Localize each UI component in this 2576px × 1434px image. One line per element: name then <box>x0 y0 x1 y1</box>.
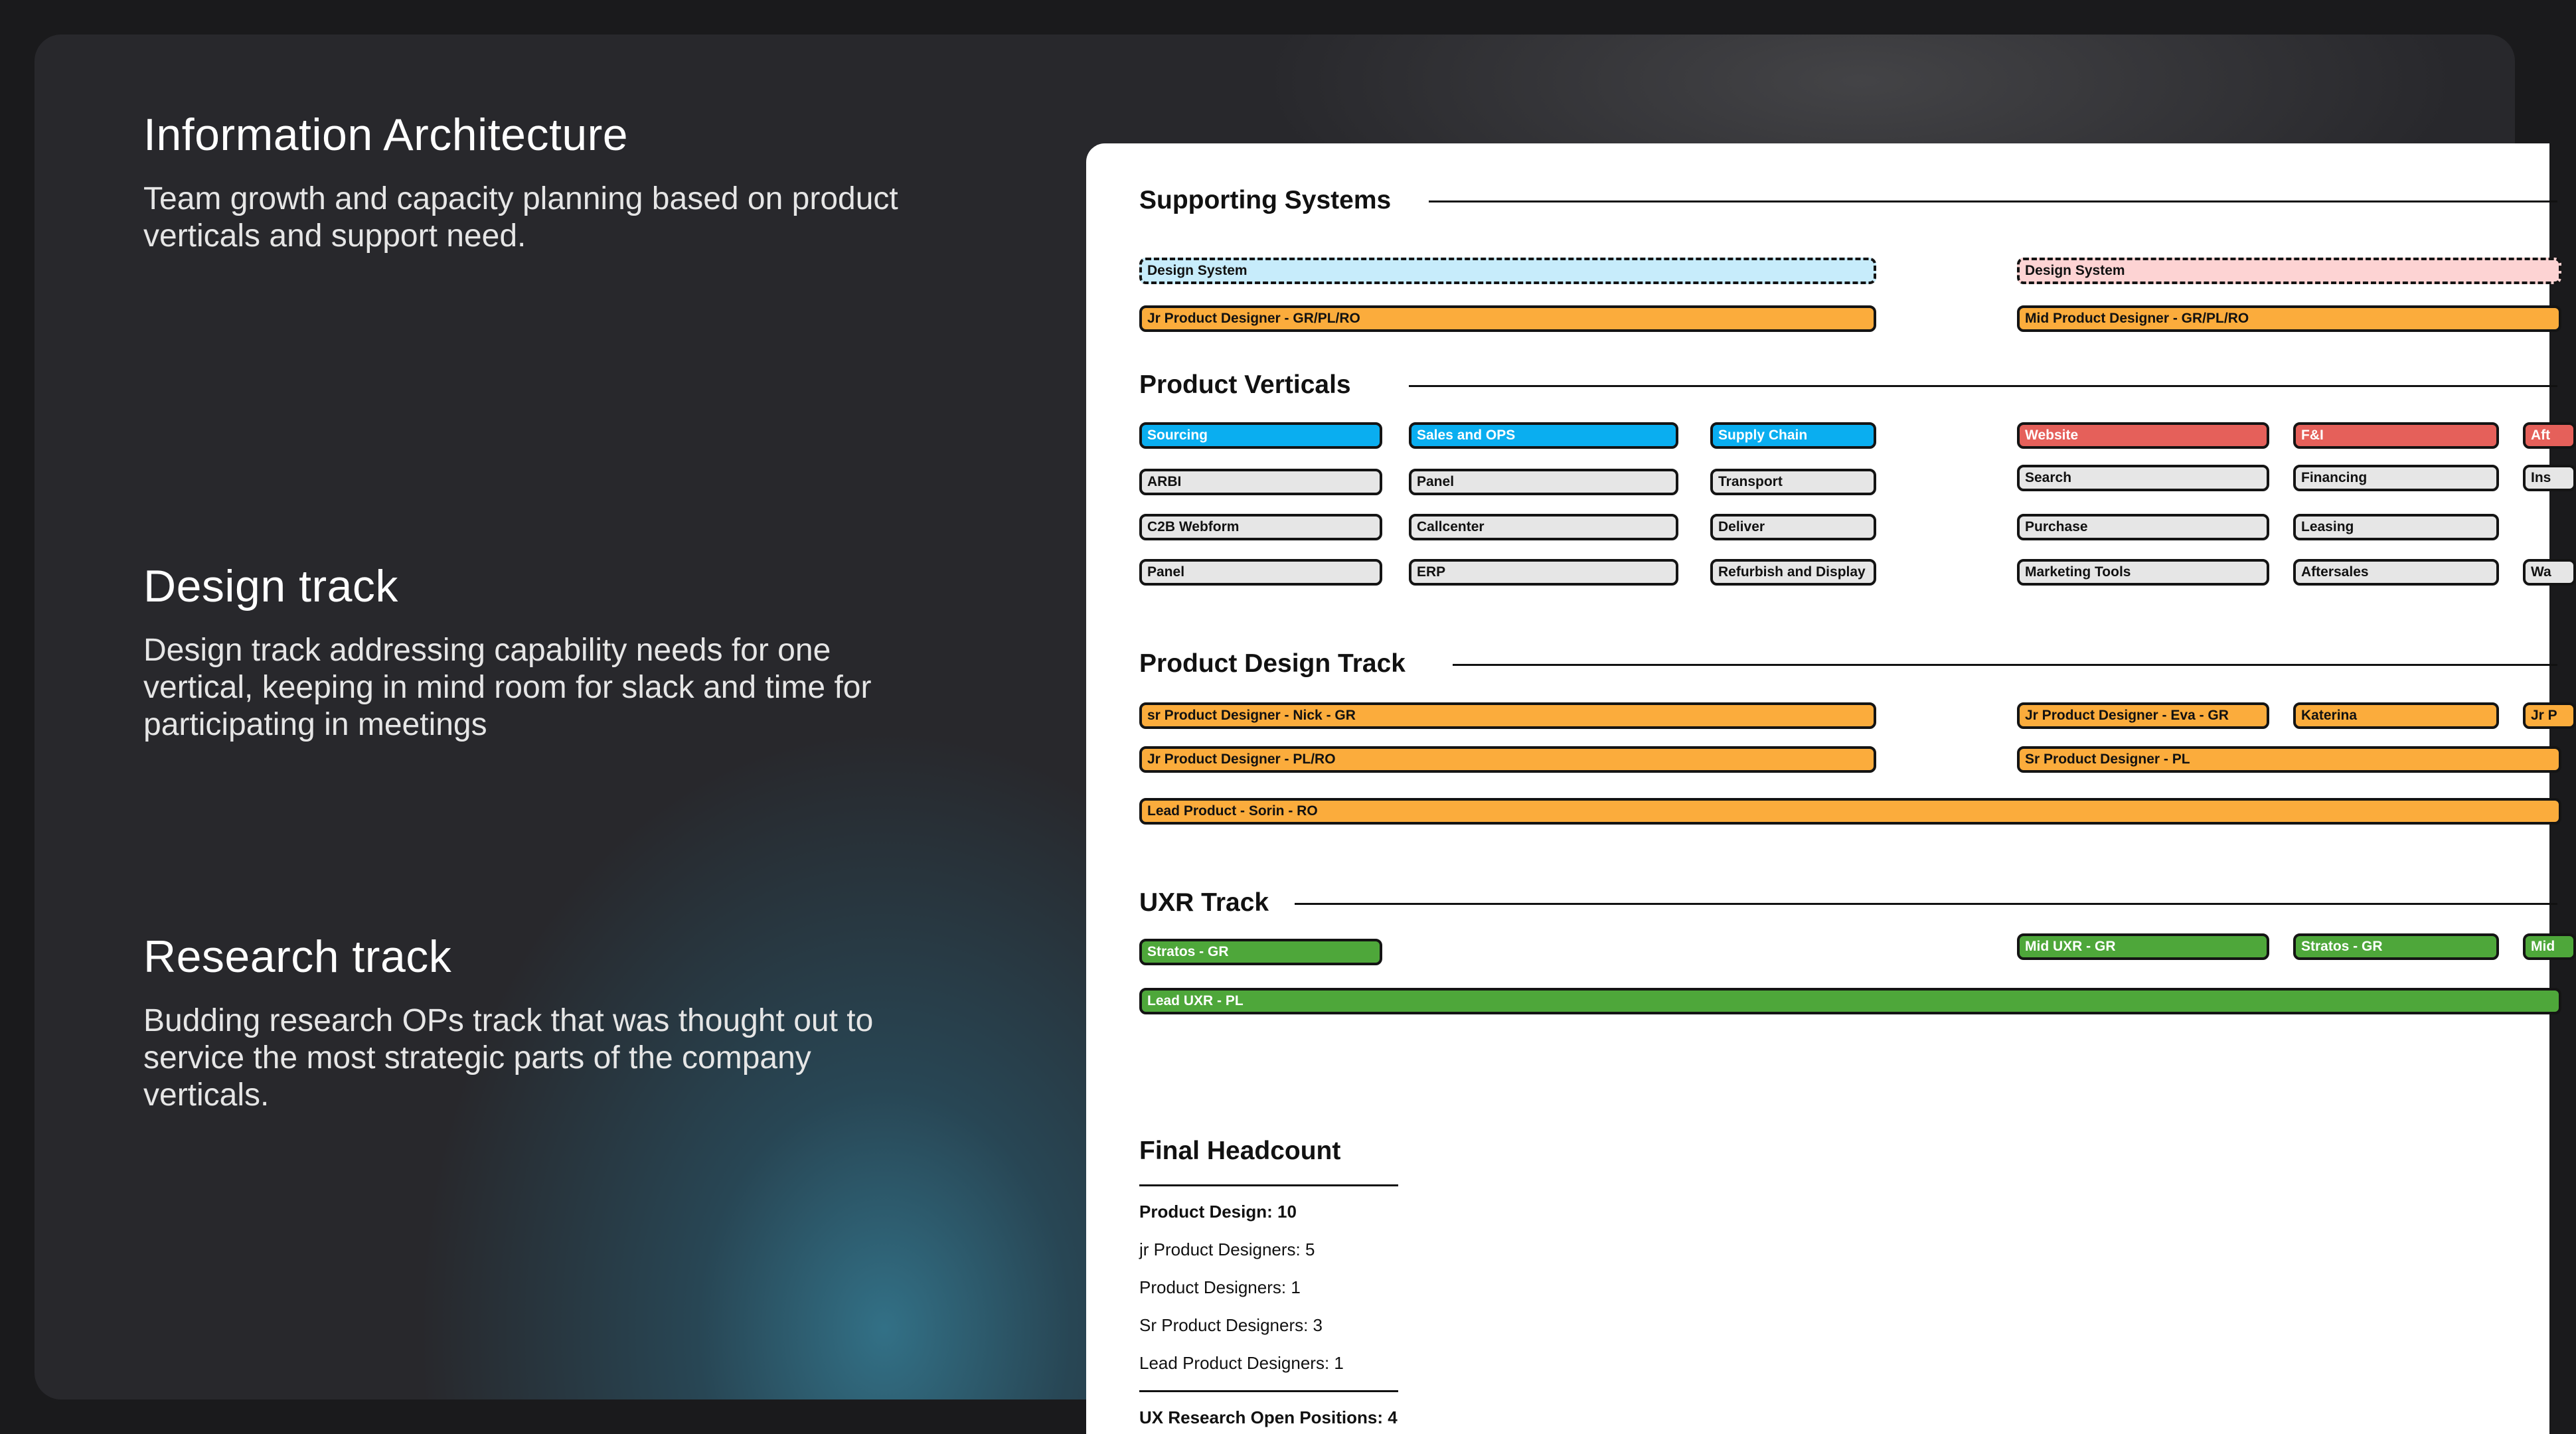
vertical-item: Aftersales <box>2293 559 2499 586</box>
jr-designer-supporting: Jr Product Designer - GR/PL/RO <box>1139 305 1876 332</box>
mid-uxr-gr: Mid UXR - GR <box>2017 933 2269 960</box>
research-track-title: Research track <box>143 931 452 982</box>
info-architecture-title: Information Architecture <box>143 110 629 160</box>
vertical-header-sourcing: Sourcing <box>1139 422 1382 449</box>
vertical-item: Callcenter <box>1409 514 1678 540</box>
design-system-left: Design System <box>1139 258 1876 284</box>
vertical-item: Leasing <box>2293 514 2499 540</box>
mid-designer-supporting: Mid Product Designer - GR/PL/RO <box>2017 305 2561 332</box>
vertical-item: Deliver <box>1710 514 1876 540</box>
vertical-item: ERP <box>1409 559 1678 586</box>
product-verticals-title: Product Verticals <box>1139 370 1351 399</box>
vertical-item: Marketing Tools <box>2017 559 2269 586</box>
headcount-pd: Product Designers: 1 <box>1139 1277 1301 1297</box>
jr-designer-eva: Jr Product Designer - Eva - GR <box>2017 702 2269 729</box>
vertical-header-sales-ops: Sales and OPS <box>1409 422 1678 449</box>
vertical-item: C2B Webform <box>1139 514 1382 540</box>
vertical-header-supply-chain: Supply Chain <box>1710 422 1876 449</box>
vertical-header-fi: F&I <box>2293 422 2499 449</box>
headcount-uxr-open: UX Research Open Positions: 4 <box>1139 1407 1398 1427</box>
mid-uxr-partial: Mid <box>2523 933 2576 960</box>
section-rule <box>1453 664 2557 666</box>
research-track-desc: Budding research OPs track that was thought out to service the most strategic parts of the company verticals. <box>143 1003 874 1113</box>
supporting-systems-title: Supporting Systems <box>1139 186 1392 214</box>
sr-designer-pl: Sr Product Designer - PL <box>2017 746 2561 773</box>
vertical-item: Panel <box>1409 469 1678 495</box>
vertical-item: Purchase <box>2017 514 2269 540</box>
architecture-board <box>1086 143 2557 1434</box>
design-track-desc: Design track addressing capability needs for one vertical, keeping in mind room for slack and time for participating in meetings <box>143 633 872 742</box>
info-architecture-desc: Team growth and capacity planning based on product verticals and support need. <box>143 181 898 254</box>
designer-katerina: Katerina <box>2293 702 2499 729</box>
design-track-title: Design track <box>143 561 398 611</box>
design-system-right: Design System <box>2017 258 2561 284</box>
product-design-track-title: Product Design Track <box>1139 649 1406 678</box>
vertical-item: Refurbish and Display <box>1710 559 1876 586</box>
section-rule <box>1295 903 2557 905</box>
vertical-item: ARBI <box>1139 469 1382 495</box>
vertical-item: Search <box>2017 465 2269 491</box>
vertical-item: Panel <box>1139 559 1382 586</box>
slide-frame <box>35 35 2557 1427</box>
headcount-sr: Sr Product Designers: 3 <box>1139 1315 1323 1335</box>
uxr-stratos-right: Stratos - GR <box>2293 933 2499 960</box>
section-rule <box>1429 200 2557 202</box>
lead-uxr-pl: Lead UXR - PL <box>1139 988 2561 1014</box>
headcount-product-design: Product Design: 10 <box>1139 1202 1297 1222</box>
vertical-header-website: Website <box>2017 422 2269 449</box>
headcount-lead: Lead Product Designers: 1 <box>1139 1353 1344 1373</box>
sr-designer-nick: sr Product Designer - Nick - GR <box>1139 702 1876 729</box>
final-headcount-title: Final Headcount <box>1139 1137 1341 1165</box>
uxr-stratos-left: Stratos - GR <box>1139 939 1382 965</box>
vertical-item: Financing <box>2293 465 2499 491</box>
lead-product-sorin: Lead Product - Sorin - RO <box>1139 798 2561 825</box>
headcount-rule <box>1139 1390 1398 1392</box>
uxr-track-title: UXR Track <box>1139 888 1269 917</box>
headcount-rule <box>1139 1184 1398 1186</box>
headcount-jr: jr Product Designers: 5 <box>1139 1239 1315 1259</box>
jr-designer-plro: Jr Product Designer - PL/RO <box>1139 746 1876 773</box>
vertical-item: Wa <box>2523 559 2576 586</box>
jr-designer-partial: Jr P <box>2523 702 2576 729</box>
vertical-item: Transport <box>1710 469 1876 495</box>
vertical-item: Ins <box>2523 465 2576 491</box>
section-rule <box>1409 385 2557 387</box>
vertical-header-aftersales-partial: Aft <box>2523 422 2576 449</box>
